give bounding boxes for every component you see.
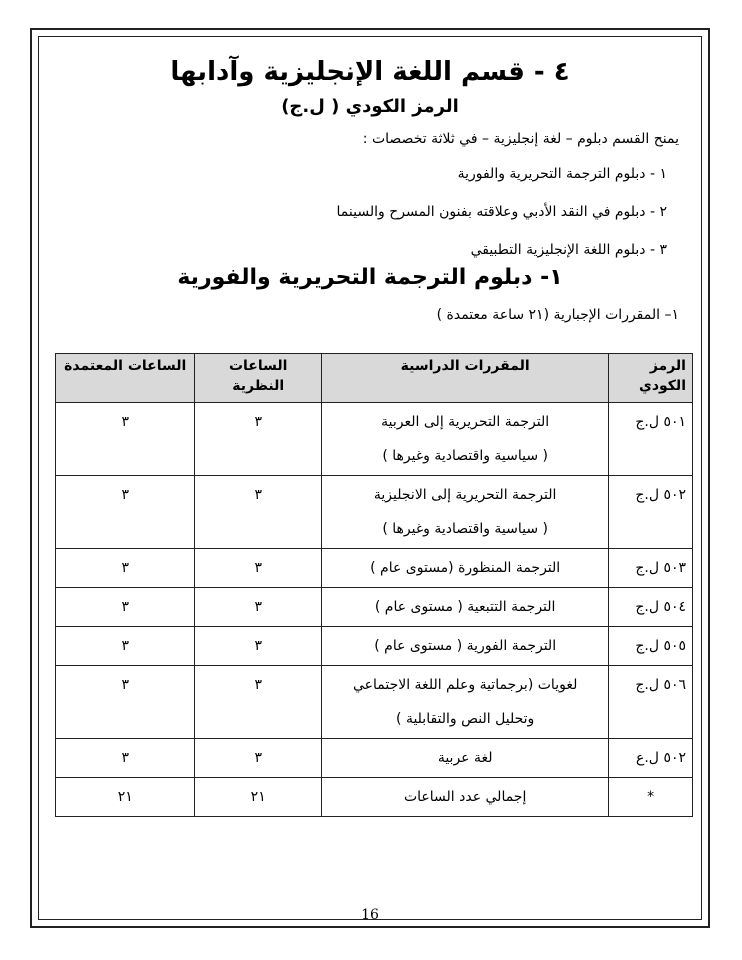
page-border-outer <box>30 28 710 928</box>
department-code: الرمز الكودي ( ل.ج) <box>281 96 459 117</box>
course-name <box>321 403 608 476</box>
specializations-list <box>337 161 667 275</box>
course-name <box>321 549 608 588</box>
course-name <box>321 666 608 739</box>
list-item: ١ - دبلوم الترجمة التحريرية والفورية <box>457 166 667 182</box>
total-marker: * <box>609 778 693 817</box>
credit-hours: ٣ <box>56 476 195 549</box>
department-title: ٤ - قسم اللغة الإنجليزية وآدابها <box>170 57 570 87</box>
course-code: ٥٠٢ ل.ج <box>609 476 693 549</box>
credit-hours: ٣ <box>56 549 195 588</box>
course-code: ٥٠١ ل.ج <box>609 403 693 476</box>
course-name-line: الترجمة التتبعية ( مستوى عام ) <box>374 599 556 615</box>
table-header-row <box>56 354 693 403</box>
course-name-line: إجمالي عدد الساعات <box>403 789 527 805</box>
theory-hours: ٣ <box>195 739 322 778</box>
courses-table <box>55 353 693 817</box>
course-code: ٥٠٥ ل.ج <box>609 627 693 666</box>
intro-text: يمنح القسم دبلوم – لغة إنجليزية – في ثلاثة تخصصات : <box>362 131 679 147</box>
page-border-inner <box>38 36 702 923</box>
section-title: ١- دبلوم الترجمة التحريرية والفورية <box>177 265 563 290</box>
list-item: ٣ - دبلوم اللغة الإنجليزية التطبيقي <box>470 242 667 258</box>
total-credit-hours: ٢١ <box>56 778 195 817</box>
credit-hours: ٣ <box>56 588 195 627</box>
credit-hours: ٣ <box>56 666 195 739</box>
theory-hours: ٣ <box>195 403 322 476</box>
course-name-line: الترجمة الفورية ( مستوى عام ) <box>374 638 557 654</box>
page-number: 16 <box>361 907 379 923</box>
table-total-row <box>56 778 693 817</box>
credit-hours: ٣ <box>56 739 195 778</box>
table-row <box>56 666 693 739</box>
header-credit-hours: الساعات المعتمدة <box>56 354 195 403</box>
list-item: ٢ - دبلوم في النقد الأدبي وعلاقته بفنون المسرح والسينما <box>336 204 667 220</box>
total-theory-hours: ٢١ <box>195 778 322 817</box>
course-name <box>321 476 608 549</box>
course-code: ٥٠٦ ل.ج <box>609 666 693 739</box>
course-name-line: لغة عربية <box>437 750 493 766</box>
credit-hours: ٣ <box>56 403 195 476</box>
table-row <box>56 627 693 666</box>
course-name <box>321 588 608 627</box>
theory-hours: ٣ <box>195 588 322 627</box>
header-course: المقررات الدراسية <box>321 354 608 403</box>
header-code: الرمز الكودي <box>609 354 693 403</box>
course-name-line: الترجمة التحريرية إلى العربية <box>381 414 550 430</box>
theory-hours: ٣ <box>195 627 322 666</box>
theory-hours: ٣ <box>195 666 322 739</box>
course-code: ٥٠٤ ل.ج <box>609 588 693 627</box>
table-row <box>56 549 693 588</box>
course-name-line: وتحليل النص والتقابلية ) <box>396 711 535 727</box>
table-row <box>56 476 693 549</box>
credit-hours: ٣ <box>56 627 195 666</box>
table-row <box>56 588 693 627</box>
course-name <box>321 627 608 666</box>
course-name-line: الترجمة التحريرية إلى الانجليزية <box>373 487 557 503</box>
theory-hours: ٣ <box>195 549 322 588</box>
course-name-line: الترجمة المنظورة (مستوى عام ) <box>370 560 561 576</box>
table-row <box>56 739 693 778</box>
table-row <box>56 403 693 476</box>
course-name-line: لغويات (برجماتية وعلم اللغة الاجتماعي <box>352 677 578 693</box>
course-code: ٥٠٣ ل.ج <box>609 549 693 588</box>
course-name-line: ( سياسية واقتصادية وغيرها ) <box>382 448 549 464</box>
theory-hours: ٣ <box>195 476 322 549</box>
header-theory-hours: الساعات النظرية <box>195 354 322 403</box>
compulsory-courses-heading: ١– المقررات الإجبارية (٢١ ساعة معتمدة ) <box>436 307 679 323</box>
course-name <box>321 739 608 778</box>
course-code: ٥٠٢ ل.ع <box>609 739 693 778</box>
total-label <box>321 778 608 817</box>
course-name-line: ( سياسية واقتصادية وغيرها ) <box>382 521 549 537</box>
